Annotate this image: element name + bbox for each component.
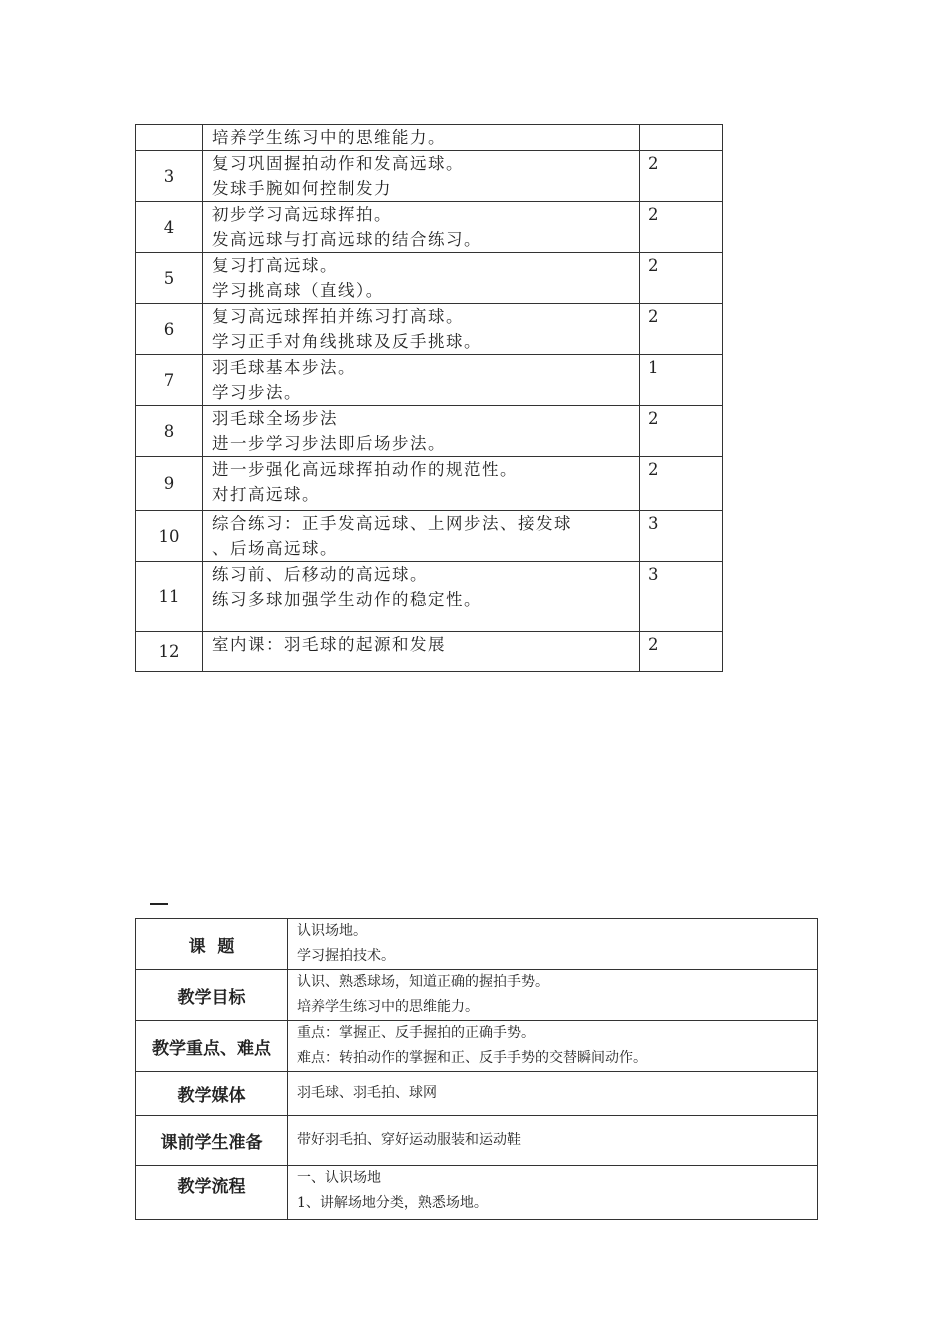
table-row [136,1072,818,1116]
schedule-table [135,124,723,672]
table-row [136,632,723,672]
lesson-number: 12 [136,632,203,672]
lesson-hours: 2 [640,406,723,457]
table-row [136,253,723,304]
media-label: 教学媒体 [136,1072,288,1116]
lesson-plan-table [135,918,818,1220]
lesson-number: 8 [136,406,203,457]
lesson-hours: 2 [640,151,723,202]
lesson-content: 练习前、后移动的高远球。 练习多球加强学生动作的稳定性。 [203,562,640,632]
table-row [136,202,723,253]
lesson-content: 羽毛球全场步法 进一步学习步法即后场步法。 [203,406,640,457]
table-row [136,562,723,632]
lesson-hours: 2 [640,253,723,304]
lesson-hours: 2 [640,202,723,253]
media-value: 羽毛球、羽毛拍、球网 [288,1072,818,1116]
lesson-number: 10 [136,511,203,562]
lesson-content: 羽毛球基本步法。 学习步法。 [203,355,640,406]
lesson-hours [640,125,723,151]
key-points-value: 重点：掌握正、反手握拍的正确手势。 难点：转拍动作的掌握和正、反手手势的交替瞬间动作。 [288,1021,818,1072]
lesson-content: 复习巩固握拍动作和发高远球。 发球手腕如何控制发力 [203,151,640,202]
key-points-label: 教学重点、难点 [136,1021,288,1072]
lesson-content: 进一步强化高远球挥拍动作的规范性。 对打高远球。 [203,457,640,511]
lesson-content: 复习高远球挥拍并练习打高球。 学习正手对角线挑球及反手挑球。 [203,304,640,355]
table-row [136,151,723,202]
lesson-number: 6 [136,304,203,355]
table-row [136,406,723,457]
prep-label: 课前学生准备 [136,1116,288,1166]
table-row [136,457,723,511]
lesson-hours: 2 [640,632,723,672]
table-row [136,919,818,970]
table-row [136,355,723,406]
section-marker [150,903,168,905]
lesson-content: 室内课：羽毛球的起源和发展 [203,632,640,672]
topic-label: 课 题 [136,919,288,970]
table-row [136,304,723,355]
lesson-hours: 3 [640,562,723,632]
lesson-hours: 1 [640,355,723,406]
lesson-number [136,125,203,151]
lesson-number: 9 [136,457,203,511]
lesson-hours: 2 [640,304,723,355]
flow-value: 一、认识场地 1、讲解场地分类，熟悉场地。 [288,1166,818,1220]
table-row [136,1116,818,1166]
lesson-content: 综合练习：正手发高远球、上网步法、接发球 、后场高远球。 [203,511,640,562]
lesson-hours: 2 [640,457,723,511]
lesson-number: 7 [136,355,203,406]
table-row [136,1021,818,1072]
flow-label: 教学流程 [136,1166,288,1220]
lesson-number: 3 [136,151,203,202]
lesson-number: 4 [136,202,203,253]
topic-value: 认识场地。 学习握拍技术。 [288,919,818,970]
lesson-content: 培养学生练习中的思维能力。 [203,125,640,151]
lesson-hours: 3 [640,511,723,562]
lesson-content: 初步学习高远球挥拍。 发高远球与打高远球的结合练习。 [203,202,640,253]
lesson-content: 复习打高远球。 学习挑高球（直线）。 [203,253,640,304]
goal-value: 认识、熟悉球场，知道正确的握拍手势。 培养学生练习中的思维能力。 [288,970,818,1021]
table-row [136,511,723,562]
table-row [136,970,818,1021]
table-row [136,125,723,151]
table-row [136,1166,818,1220]
prep-value: 带好羽毛拍、穿好运动服装和运动鞋 [288,1116,818,1166]
goal-label: 教学目标 [136,970,288,1021]
lesson-number: 5 [136,253,203,304]
lesson-number: 11 [136,562,203,632]
